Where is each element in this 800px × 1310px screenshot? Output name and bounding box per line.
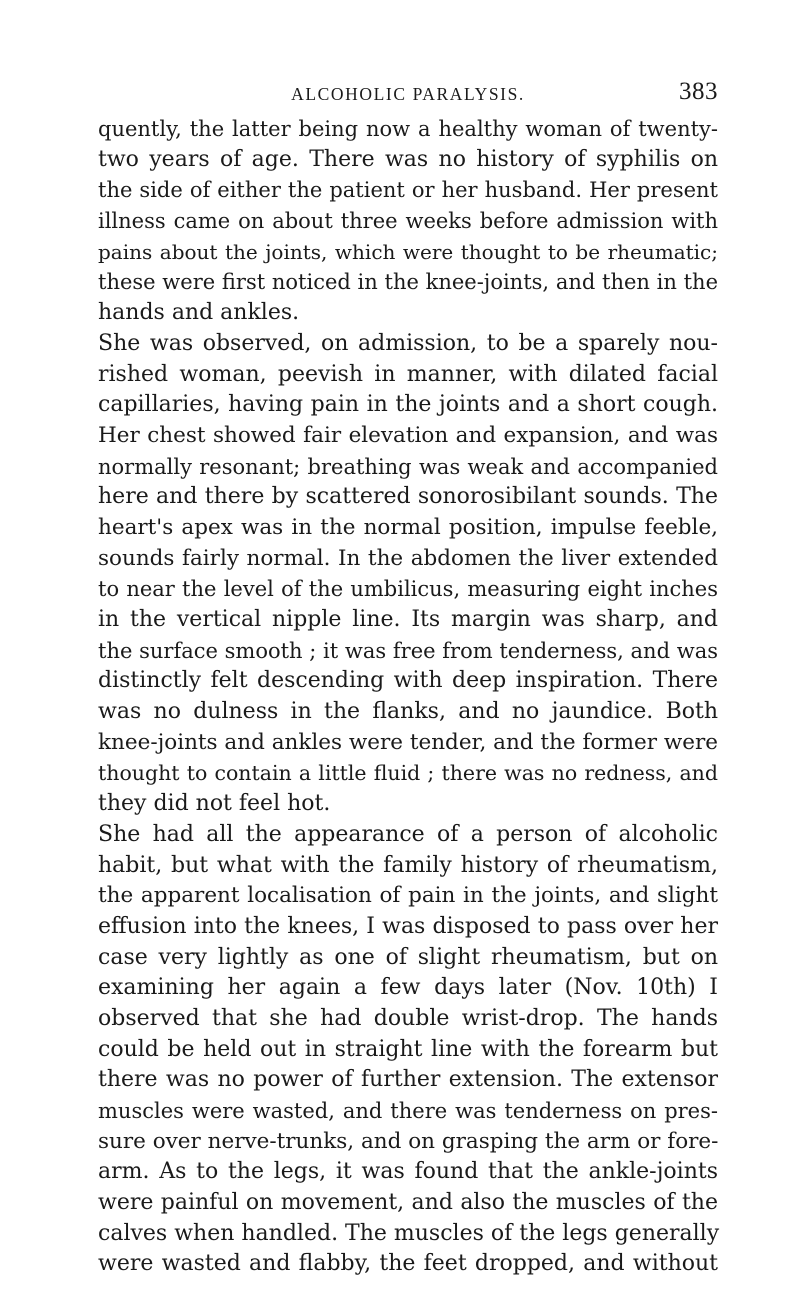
text-line: these were first noticed in the knee-joints, and then in the: [98, 270, 718, 295]
text-line: in the vertical nipple line. Its margin was sharp, and: [98, 607, 718, 632]
text-line: distinctly felt descending with deep inspiration. There: [98, 668, 718, 694]
text-line: effusion into the knees, I was disposed to pass over her: [98, 913, 718, 939]
text-line: was no dulness in the flanks, and no jaundice. Both: [98, 699, 718, 725]
page-number: 383: [679, 78, 718, 105]
text-line: the side of either the patient or her husband. Her present: [98, 178, 718, 203]
text-line: were wasted and flabby, the feet dropped, and without: [98, 1251, 718, 1277]
text-line: knee-joints and ankles were tender, and the former were: [98, 729, 718, 755]
running-head: [98, 80, 718, 110]
text-line: to near the level of the umbilicus, measuring eight inches: [98, 577, 718, 602]
text-line: calves when handled. The muscles of the legs generally: [98, 1220, 720, 1246]
text-line: illness came on about three weeks before admission with: [98, 209, 718, 234]
body-text: [98, 114, 718, 1280]
text-line: arm. As to the legs, it was found that the ankle-joints: [98, 1159, 718, 1185]
text-line: they did not feel hot.: [98, 791, 331, 817]
running-title: ALCOHOLIC PARALYSIS.: [291, 84, 525, 104]
text-line: thought to contain a little fluid ; there was no redness, and: [98, 761, 718, 786]
text-line: here and there by scattered sonorosibilant sounds. The: [98, 484, 718, 510]
text-line: muscles were wasted, and there was tenderness on pres-: [98, 1099, 718, 1123]
text-line: habit, but what with the family history of rheumatism,: [98, 852, 718, 878]
text-line: heart's apex was in the normal position, impulse feeble,: [98, 514, 718, 540]
text-line: were painful on movement, and also the muscles of the: [98, 1190, 718, 1216]
text-line: sure over nerve-trunks, and on grasping the arm or fore-: [98, 1128, 719, 1154]
text-line: two years of age. There was no history of syphilis on: [98, 146, 718, 172]
text-line: could be held out in straight line with the forearm but: [98, 1036, 718, 1062]
text-line: hands and ankles.: [98, 300, 300, 326]
text-line: sounds fairly normal. In the abdomen the liver extended: [98, 545, 718, 571]
text-line: quently, the latter being now a healthy woman of twenty-: [98, 117, 718, 141]
text-line: She was observed, on admission, to be a sparely nou-: [98, 330, 718, 356]
text-line: the surface smooth ; it was free from tenderness, and was: [98, 638, 718, 663]
text-line: pains about the joints, which were thought to be rheumatic;: [98, 239, 718, 264]
text-line: She had all the appearance of a person of alcoholic: [98, 821, 718, 847]
text-line: rished woman, peevish in manner, with dilated facial: [98, 361, 718, 387]
text-line: observed that she had double wrist-drop. The hands: [98, 1005, 718, 1031]
text-line: the apparent localisation of pain in the joints, and slight: [98, 883, 718, 909]
text-line: examining her again a few days later (Nov. 10th) I: [98, 975, 718, 1001]
text-line: capillaries, having pain in the joints and a short cough.: [98, 392, 718, 418]
text-line: there was no power of further extension. The extensor: [98, 1067, 718, 1093]
text-line: case very lightly as one of slight rheumatism, but on: [98, 944, 718, 970]
text-line: normally resonant; breathing was weak and accompanied: [98, 454, 718, 479]
text-line: Her chest showed fair elevation and expansion, and was: [98, 422, 718, 448]
